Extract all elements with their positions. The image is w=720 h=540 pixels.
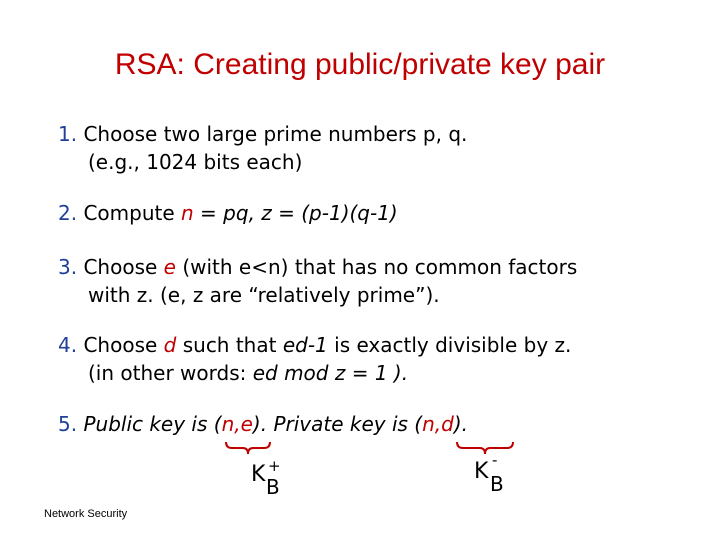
key-superscript: - [492,451,498,469]
private-key-label [474,451,514,499]
step-number: 5. [58,412,78,436]
step-4-cont-ed: ed [252,361,278,385]
step-5 [58,410,468,438]
step-number: 3. [58,255,78,279]
public-key-pair: n,e [221,412,253,436]
step-1 [58,120,467,148]
step-4-cont-c: mod z = 1 ). [277,361,409,385]
step-3-text-a: Choose [83,255,164,279]
step-number: 4. [58,333,78,357]
public-key-brace-icon [224,440,272,456]
step-2 [58,199,398,227]
step-4-text-a: Choose [83,333,164,357]
public-key-label [251,457,291,502]
step-5-text-a: Public key is ( [83,412,222,436]
step-4-expr: ed-1 [282,333,328,357]
key-superscript: + [268,457,281,475]
step-number: 2. [58,201,78,225]
var-e: e [163,255,176,279]
key-base: K [474,459,489,484]
key-base: K [251,462,266,487]
step-4-text-c: is exactly divisible by z. [327,333,572,357]
key-subscript: B [266,475,280,499]
step-3-continuation: with z. (e, z are “relatively prime”). [88,283,440,307]
footer-text: Network Security [44,508,128,520]
private-key-brace-icon [455,440,515,456]
step-5-text-c: ). [453,412,468,436]
slide-title: RSA: Creating public/private key pair [114,48,606,81]
step-2-text-b: = pq, z = (p-1)(q-1) [193,201,398,225]
private-key-pair: n,d [422,412,454,436]
step-4-text-b: such that [176,333,283,357]
step-1-text: Choose two large prime numbers p, q. [83,122,468,146]
step-5-text-b: ). Private key is ( [252,412,423,436]
key-subscript: B [490,472,504,496]
step-1-continuation: (e.g., 1024 bits each) [88,150,303,174]
step-2-text-a: Compute [83,201,182,225]
step-3-text-b: (with e<n) that has no common factors [175,255,578,279]
step-4-cont-a: (in other words: [88,361,253,385]
var-d: d [163,333,177,357]
step-3 [58,253,577,281]
step-4 [58,331,571,359]
step-number: 1. [58,122,78,146]
step-4-continuation [88,359,408,387]
var-n: n [181,201,194,225]
